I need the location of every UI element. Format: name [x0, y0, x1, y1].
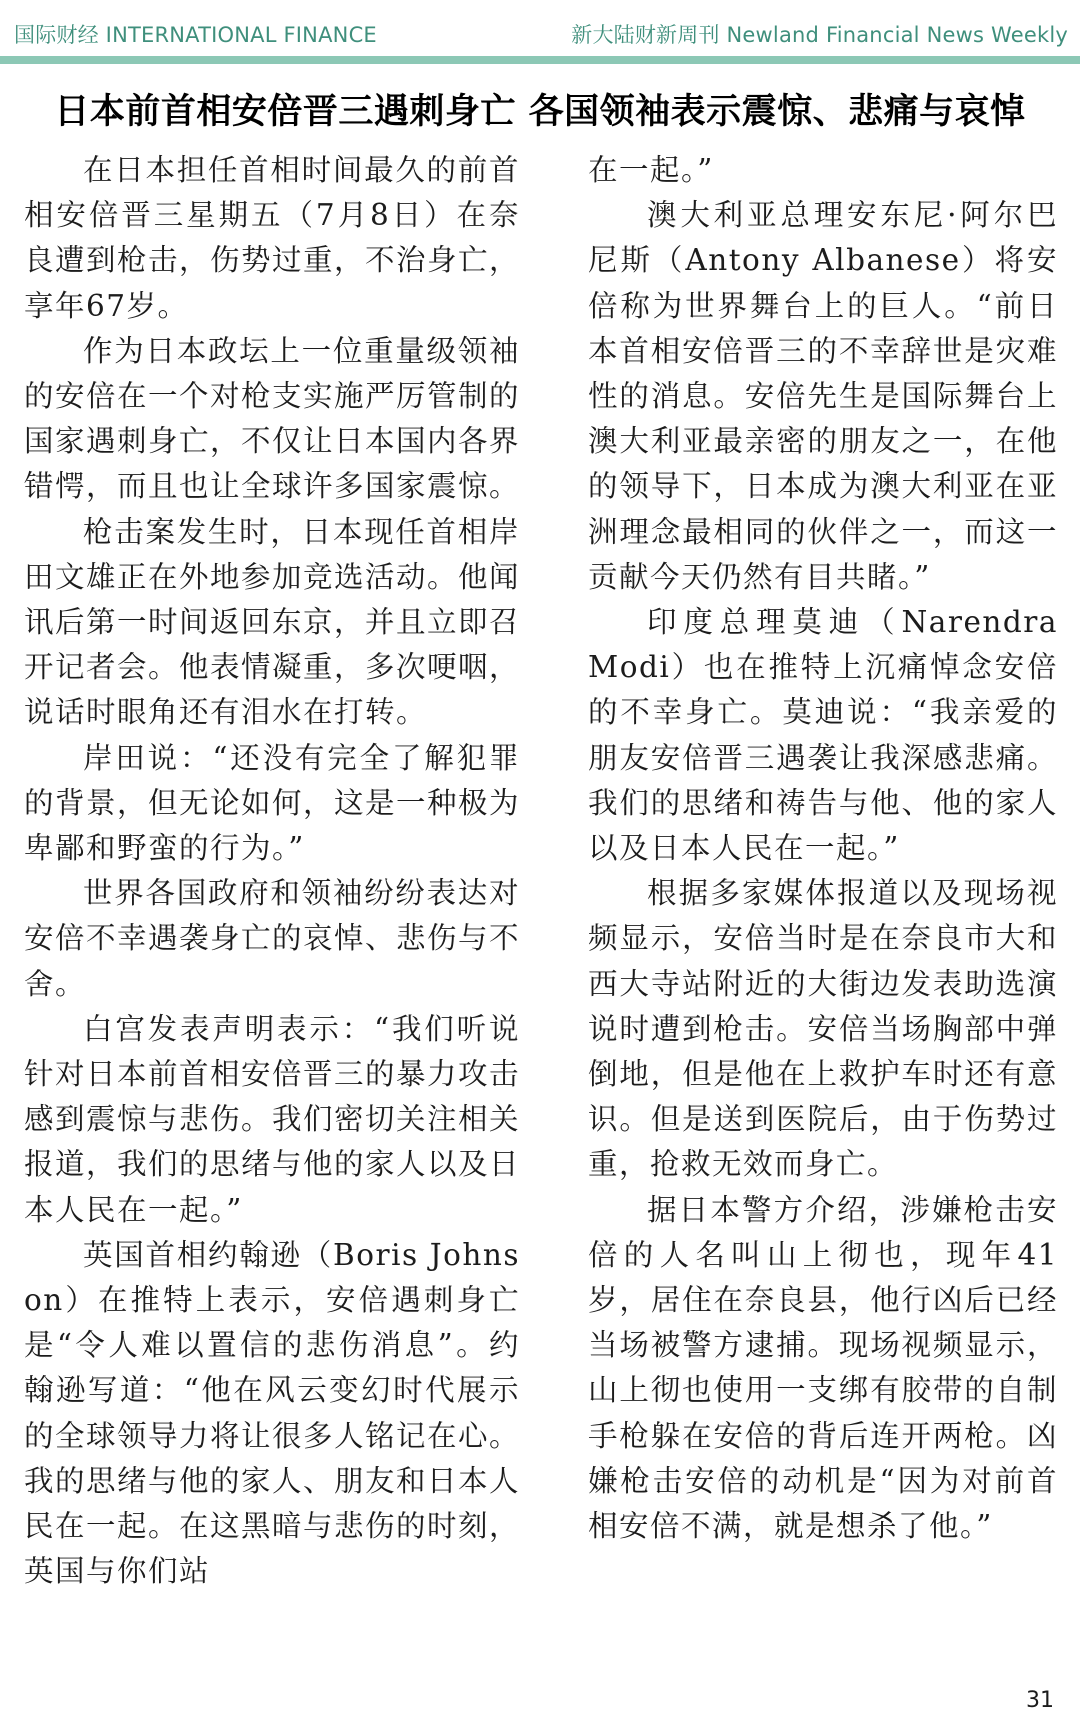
paragraph: 印度总理莫迪（Narendra Modi）也在推特上沉痛悼念安倍的不幸身亡。莫迪说：“我亲爱的朋友安倍晋三遇袭让我深感悲痛。我们的思绪和祷告与他、他的家人以及日本人民在一起。”	[588, 605, 1058, 866]
article-column-right	[588, 148, 1058, 1688]
paragraph: 在日本担任首相时间最久的前首相安倍晋三星期五（7月8日）在奈良遭到枪击，伤势过重，不治身亡，享年67岁。	[24, 153, 520, 323]
paragraph: 作为日本政坛上一位重量级领袖的安倍在一个对枪支实施严厉管制的国家遇刺身亡，不仅让日本国内各界错愕，而且也让全球许多国家震惊。	[24, 333, 520, 504]
paragraph: 白宫发表声明表示：“我们听说针对日本前首相安倍晋三的暴力攻击感到震惊与悲伤。我们密切关注相关报道，我们的思绪与他的家人以及日本人民在一起。”	[24, 1011, 520, 1227]
paragraph: 澳大利亚总理安东尼·阿尔巴尼斯（Antony Albanese）将安倍称为世界舞台上的巨人。“前日本首相安倍晋三的不幸辞世是灾难性的消息。安倍先生是国际舞台上澳大利亚最亲密的朋友之一，在他的领导下，日本成为澳大利亚在亚洲理念最相同的伙伴之一，而这一贡献今天仍然有目共睹。”	[588, 198, 1058, 594]
article-title: 日本前首相安倍晋三遇刺身亡 各国领袖表示震惊、悲痛与哀悼	[54, 92, 1026, 132]
paragraph: 枪击案发生时，日本现任首相岸田文雄正在外地参加竞选活动。他闻讯后第一时间返回东京，并且立即召开记者会。他表情凝重，多次哽咽，说话时眼角还有泪水在打转。	[24, 514, 520, 730]
page-header	[0, 0, 1080, 60]
publication-name: 新大陆财新周刊 Newland Financial News Weekly	[571, 23, 1068, 47]
paragraph: 英国首相约翰逊（Boris Johnson）在推特上表示，安倍遇刺身亡是“令人难以置信的悲伤消息”。约翰逊写道：“他在风云变幻时代展示的全球领导力将让很多人铭记在心。我的思绪与他的家人、朋友和日本人民在一起。在这黑暗与悲伤的时刻，英国与你们站	[24, 1237, 520, 1589]
paragraph: 根据多家媒体报道以及现场视频显示，安倍当时是在奈良市大和西大寺站附近的大街边发表助选演说时遭到枪击。安倍当场胸部中弹倒地，但是他在上救护车时还有意识。但是送到医院后，由于伤势过重，抢救无效而身亡。	[588, 876, 1058, 1182]
paragraph: 岸田说：“还没有完全了解犯罪的背景，但无论如何，这是一种极为卑鄙和野蛮的行为。”	[24, 740, 520, 866]
page-number: 31	[1026, 1688, 1054, 1713]
paragraph: 世界各国政府和领袖纷纷表达对安倍不幸遇袭身亡的哀悼、悲伤与不舍。	[24, 876, 520, 1001]
paragraph-continuation: 在一起。”	[588, 153, 714, 187]
header-divider	[0, 56, 1080, 64]
paragraph: 据日本警方介绍，涉嫌枪击安倍的人名叫山上彻也，现年41岁，居住在奈良县，他行凶后已经当场被警方逮捕。现场视频显示，山上彻也使用一支绑有胶带的自制手枪躲在安倍的背后连开两枪。凶嫌枪击安倍的动机是“因为对前首相安倍不满，就是想杀了他。”	[588, 1192, 1058, 1544]
section-label: 国际财经 INTERNATIONAL FINANCE	[14, 23, 377, 47]
article-column-left	[24, 148, 520, 1688]
